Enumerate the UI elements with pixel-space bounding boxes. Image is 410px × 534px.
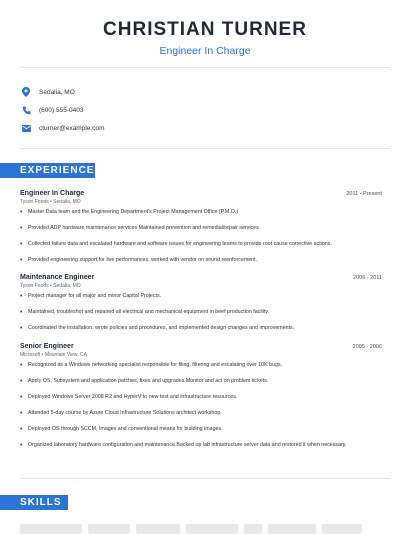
job-entry	[20, 190, 382, 273]
skill-tag	[268, 524, 316, 534]
job-bullet: • Maintained, troubleshot and repaired all electrical and mechanical equipment in beef production facility.	[20, 309, 270, 316]
job-location: Sedalia, MO	[53, 199, 81, 205]
contact-email	[20, 119, 104, 137]
map-pin-icon	[20, 86, 32, 98]
job-bullet: • Coordinated the installation, wrote policies and procedures, and implemented design changes and improvements.	[20, 325, 295, 332]
job-bullet: • Provided engineering support for live performances, worked with vendor on sound reenforcement.	[20, 257, 258, 264]
skill-tag	[244, 524, 262, 534]
job-bullet: • Attended 5-day course by Azure Cloud Infrastructure Solutions architect workshop.	[20, 410, 222, 417]
job-company: Tyson Foods	[20, 199, 49, 205]
job-title: Engineer In Charge	[20, 190, 85, 197]
resume-header	[0, 0, 410, 58]
job-bullet: • Project manager for all major and minor Capital Projects.	[20, 293, 162, 300]
contact-phone	[20, 101, 104, 119]
job-bullet: • Organized laboratory hardware configuration and maintenance.Backed up lab infrastructure server data and restored it when necessary.	[20, 442, 347, 449]
job-bullet: • Apply OS, Subsystem and application patches, fixes and upgrades Monitor and act on problem tickets.	[20, 378, 269, 385]
job-title: Maintenance Engineer	[20, 274, 95, 281]
candidate-title: Engineer In Charge	[159, 45, 251, 57]
job-dates: 2005 - 2006	[352, 344, 382, 350]
job-employer: Microsoft • Mountain View, CA	[20, 352, 87, 358]
skills-list	[20, 524, 362, 534]
job-bullet: • Master Data team and the Engineering Department's Project Management Office (P.M.O.)	[20, 209, 239, 216]
header-divider	[20, 67, 390, 68]
job-location: Mountain View, CA	[44, 352, 87, 358]
job-dates: 2006 - 2011	[353, 275, 382, 281]
job-employer: Tyson Foods • Sedalia, MO	[20, 283, 81, 289]
skills-heading: SKILLS	[0, 495, 68, 510]
job-bullet: • Provided ADP hardware maintenance services Maintained prevention and remedial/repair services	[20, 225, 259, 232]
mail-icon	[20, 122, 32, 134]
phone-icon	[20, 104, 32, 116]
experience-divider	[20, 478, 390, 479]
skill-tag	[20, 524, 82, 534]
job-location: Sedalia, MO	[53, 283, 81, 289]
job-bullet: • Deployed OS through SCCM, Imagex and conventional means for building images.	[20, 426, 223, 433]
skill-tag	[322, 524, 362, 534]
job-entry	[20, 274, 382, 341]
contact-phone-text: (600) 555-0403	[39, 106, 84, 114]
skill-tag	[136, 524, 180, 534]
contact-email-link[interactable]: cturner@example.com	[39, 124, 105, 132]
job-bullet: • Deployed Windows Server 2008 R2 and HyperV to new test and infrastructure resources.	[20, 394, 238, 401]
job-title: Senior Engineer	[20, 343, 74, 350]
job-bullet: • Recognized as a Windows networking specialist responsible for filing, filtering and escalating over 10K bugs.	[20, 362, 283, 369]
skill-tag	[88, 524, 130, 534]
candidate-name: CHRISTIAN TURNER	[103, 19, 307, 40]
job-bullet: • Collected failure data and escalated hardware and software issues for engineering teams to provide root cause corrective actions.	[20, 241, 332, 248]
skill-tag	[186, 524, 238, 534]
job-company: Tyson Foods	[20, 283, 49, 289]
contact-list	[20, 83, 104, 137]
contact-location	[20, 83, 104, 101]
job-entry	[20, 343, 382, 449]
contact-location-text: Sedalia, MO	[39, 88, 75, 96]
job-dates: 2011 - Present	[346, 191, 382, 197]
contact-divider	[20, 148, 390, 149]
job-company: Microsoft	[20, 352, 41, 358]
job-employer: Tyson Foods • Sedalia, MO	[20, 199, 81, 205]
experience-heading: EXPERIENCE	[0, 163, 95, 178]
